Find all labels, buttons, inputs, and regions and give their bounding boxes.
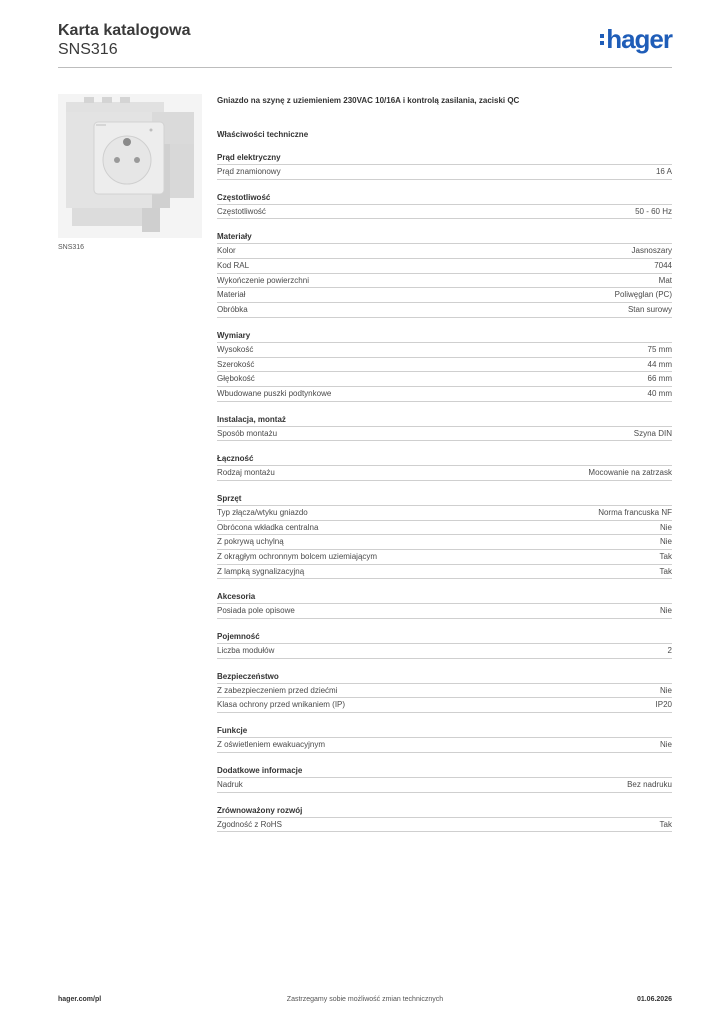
section-title: Prąd elektryczny	[217, 151, 672, 165]
spec-label: Z oświetleniem ewakuacyjnym	[217, 740, 326, 750]
spec-row	[217, 506, 672, 521]
spec-value: Jasnoszary	[631, 246, 672, 256]
spec-label: Z pokrywą uchylną	[217, 537, 284, 547]
spec-section	[217, 452, 672, 481]
spec-value: Tak	[659, 566, 672, 576]
section-title: Częstotliwość	[217, 191, 672, 205]
spec-label: Obrócona wkładka centralna	[217, 522, 319, 532]
spec-section	[217, 151, 672, 180]
spec-label: Wysokość	[217, 344, 254, 354]
spec-label: Z lampką sygnalizacyjną	[217, 566, 305, 576]
spec-label: Wbudowane puszki podtynkowe	[217, 388, 332, 398]
hager-logo	[600, 26, 672, 52]
image-caption: SNS316	[58, 244, 85, 251]
spec-label: Częstotliwość	[217, 206, 266, 216]
spec-value: Poliwęglan (PC)	[614, 290, 672, 300]
spec-label: Kod RAL	[217, 261, 250, 271]
section-title: Zrównoważony rozwój	[217, 804, 672, 818]
spec-section	[217, 413, 672, 442]
section-title: Akcesoria	[217, 590, 672, 604]
spec-row	[217, 778, 672, 793]
spec-label: Głębokość	[217, 374, 255, 384]
spec-value: Mocowanie na zatrzask	[588, 468, 672, 478]
spec-row	[217, 550, 672, 565]
spec-value: Bez nadruku	[627, 779, 672, 789]
spec-row	[217, 466, 672, 481]
spec-row	[217, 684, 672, 699]
section-title: Wymiary	[217, 329, 672, 343]
spec-row	[217, 205, 672, 220]
properties-title: Właściwości techniczne	[217, 130, 309, 139]
spec-value: Nie	[659, 537, 672, 547]
spec-value: Stan surowy	[627, 305, 672, 315]
section-title: Materiały	[217, 230, 672, 244]
spec-section	[217, 630, 672, 659]
spec-section	[217, 191, 672, 220]
spec-row	[217, 288, 672, 303]
spec-label: Klasa ochrony przed wnikaniem (IP)	[217, 700, 346, 710]
spec-row	[217, 698, 672, 713]
spec-row	[217, 738, 672, 753]
spec-row	[217, 644, 672, 659]
spec-content	[217, 95, 672, 843]
spec-row	[217, 535, 672, 550]
spec-row	[217, 372, 672, 387]
product-description: Gniazdo na szynę z uziemieniem 230VAC 10/16A i kontrolą zasilania, zaciski QC	[217, 96, 520, 105]
spec-section	[217, 329, 672, 402]
spec-row	[217, 521, 672, 536]
spec-value: 50 - 60 Hz	[635, 206, 672, 216]
spec-value: 75 mm	[647, 344, 672, 354]
section-title: Łączność	[217, 452, 672, 466]
spec-value: Tak	[659, 819, 672, 829]
spec-row	[217, 259, 672, 274]
spec-label: Obróbka	[217, 305, 248, 315]
doc-title: Karta katalogowa	[58, 22, 191, 39]
spec-label: Liczba modułów	[217, 646, 275, 656]
section-title: Sprzęt	[217, 492, 672, 506]
spec-sections	[217, 151, 672, 832]
spec-row	[217, 343, 672, 358]
spec-label: Sposób montażu	[217, 428, 278, 438]
spec-row	[217, 358, 672, 373]
spec-value: 16 A	[655, 167, 672, 176]
spec-row	[217, 165, 672, 180]
spec-value: Nie	[659, 606, 672, 616]
spec-value: 44 mm	[647, 359, 672, 369]
footer-disclaimer: Zastrzegamy sobie możliwość zmian technicznych	[286, 996, 444, 1003]
spec-section	[217, 764, 672, 793]
footer-website: hager.com/pl	[58, 996, 102, 1003]
logo-text: hager	[606, 24, 672, 54]
spec-label: Typ złącza/wtyku gniazdo	[217, 507, 308, 517]
spec-value: Nie	[659, 522, 672, 532]
spec-label: Szerokość	[217, 359, 255, 369]
section-title: Dodatkowe informacje	[217, 764, 672, 778]
socket-illustration	[58, 94, 202, 238]
spec-label: Z okrągłym ochronnym bolcem uziemiającym	[217, 552, 378, 561]
spec-row	[217, 427, 672, 442]
spec-label: Prąd znamionowy	[217, 167, 281, 176]
spec-label: Zgodność z RoHS	[217, 819, 282, 829]
page-header	[58, 22, 672, 68]
spec-value: Tak	[659, 552, 672, 561]
section-title: Bezpieczeństwo	[217, 670, 672, 684]
spec-value: IP20	[655, 700, 672, 710]
spec-label: Materiał	[217, 290, 246, 300]
spec-label: Nadruk	[217, 779, 243, 789]
spec-section	[217, 492, 672, 579]
spec-row	[217, 303, 672, 318]
spec-label: Rodzaj montażu	[217, 468, 275, 478]
footer-date: 01.06.2026	[636, 996, 672, 1003]
product-image	[58, 94, 202, 238]
spec-section	[217, 230, 672, 317]
product-code: SNS316	[58, 41, 118, 58]
spec-row	[217, 818, 672, 833]
spec-value: Nie	[659, 685, 672, 695]
spec-value: 40 mm	[647, 388, 672, 398]
logo-dots-icon	[600, 34, 604, 45]
section-title: Pojemność	[217, 630, 672, 644]
spec-row	[217, 604, 672, 619]
spec-section	[217, 590, 672, 619]
spec-value: 66 mm	[647, 374, 672, 384]
section-title: Instalacja, montaż	[217, 413, 672, 427]
spec-row	[217, 274, 672, 289]
spec-section	[217, 804, 672, 833]
spec-value: 2	[667, 646, 672, 656]
spec-value: Mat	[658, 275, 672, 285]
page-footer	[58, 996, 672, 1008]
spec-value: Norma francuska NF	[598, 507, 672, 517]
spec-section	[217, 724, 672, 753]
spec-label: Z zabezpieczeniem przed dziećmi	[217, 685, 338, 695]
spec-label: Kolor	[217, 246, 236, 256]
spec-label: Posiada pole opisowe	[217, 606, 295, 616]
spec-value: Szyna DIN	[633, 428, 672, 438]
spec-row	[217, 565, 672, 580]
spec-row	[217, 244, 672, 259]
spec-row	[217, 387, 672, 402]
section-title: Funkcje	[217, 724, 672, 738]
spec-label: Wykończenie powierzchni	[217, 275, 309, 285]
spec-value: Nie	[659, 740, 672, 750]
spec-section	[217, 670, 672, 713]
spec-value: 7044	[654, 261, 672, 271]
